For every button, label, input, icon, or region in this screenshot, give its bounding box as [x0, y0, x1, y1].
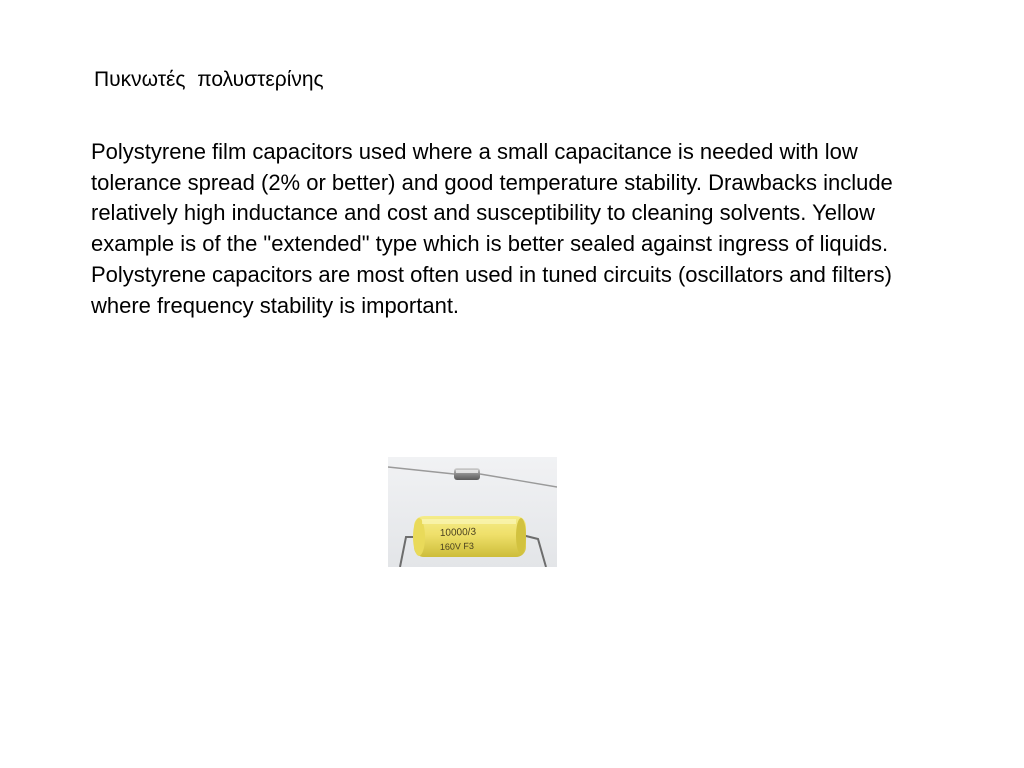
slide-body-text: Polystyrene film capacitors used where a small capacitance is needed with low tolerance spread (2% or better) and good temperature stability. Drawbacks include relatively high inductance and cost and susceptibility to cleaning solvents. Yellow example is of the "extended" type which is better sealed against ingress of liquids. Polystyrene capacitors are most often used in tuned circuits (oscillators and filters) where frequency stability is important. [91, 139, 893, 318]
capacitor-marking-line1: 10000/3 [439, 526, 477, 539]
small-capacitor-body [454, 468, 480, 480]
slide-title: Πυκνωτές πολυστερίνης [94, 68, 324, 91]
capacitor-marking-line2: 160V F3 [439, 540, 475, 552]
capacitor-photo [388, 457, 557, 567]
